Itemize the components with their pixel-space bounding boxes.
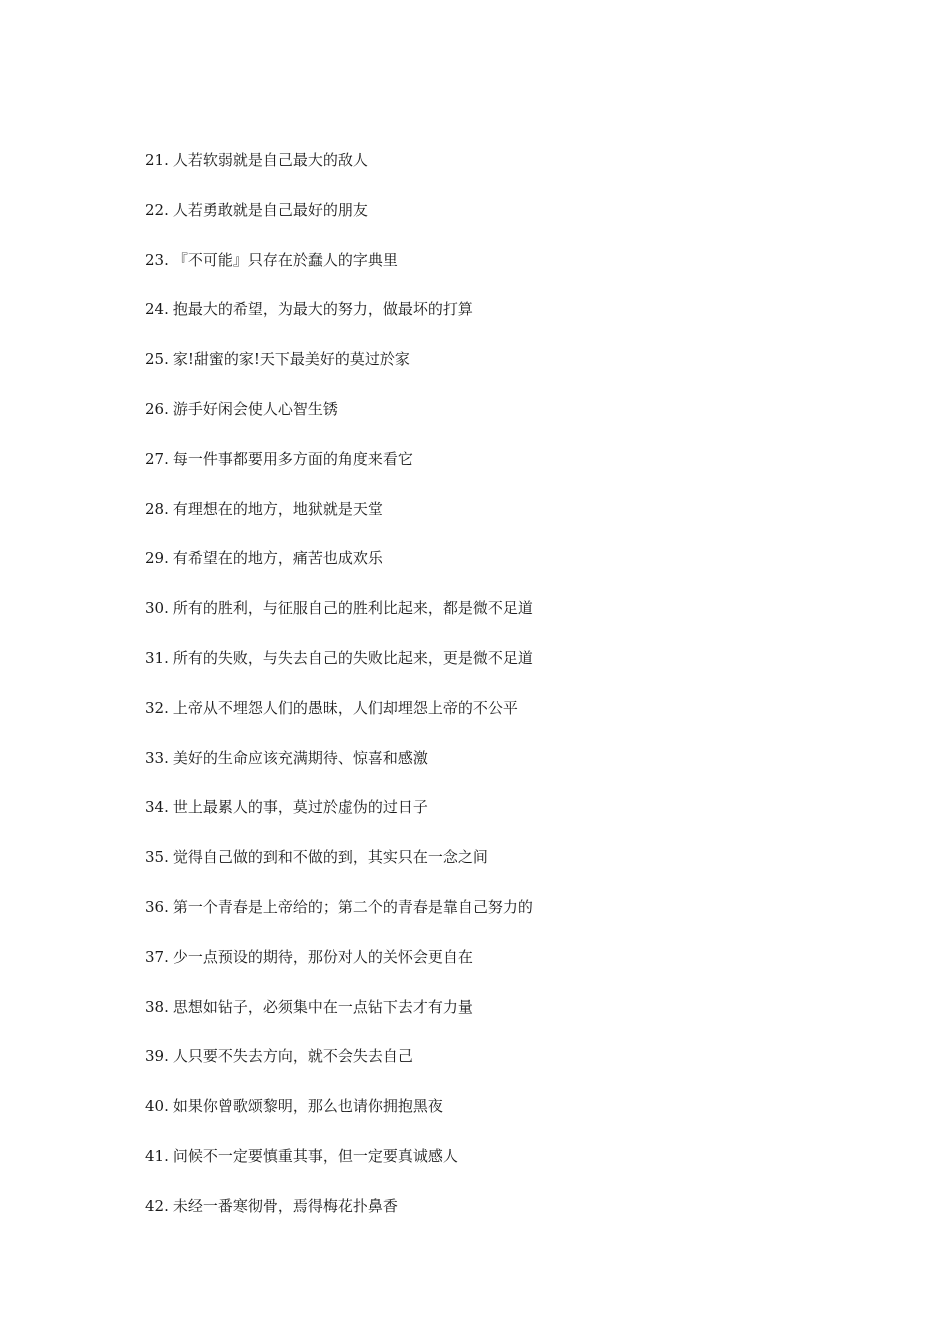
item-number: 27.: [145, 449, 169, 468]
item-text: 有理想在的地方，地狱就是天堂: [172, 499, 383, 518]
item-text: 『不可能』只存在於蠢人的字典里: [172, 250, 398, 269]
list-item: [145, 596, 845, 646]
item-number: 26.: [145, 399, 169, 418]
item-text: 人若勇敢就是自己最好的朋友: [172, 200, 368, 219]
item-text: 有希望在的地方，痛苦也成欢乐: [172, 549, 383, 568]
list-item: [145, 945, 845, 995]
item-number: 42.: [145, 1196, 169, 1215]
item-number: 35.: [145, 848, 169, 867]
item-number: 28.: [145, 499, 169, 518]
list-item: [145, 845, 845, 895]
list-item: [145, 248, 845, 298]
list-item: [145, 995, 845, 1045]
item-number: 37.: [145, 947, 169, 966]
list-item: [145, 497, 845, 547]
list-item: [145, 795, 845, 845]
list-item: [145, 148, 845, 198]
item-text: 上帝从不埋怨人们的愚昧，人们却埋怨上帝的不公平: [172, 698, 518, 717]
item-text: 思想如钻子，必须集中在一点钻下去才有力量: [172, 997, 473, 1016]
item-number: 23.: [145, 250, 169, 269]
item-number: 32.: [145, 698, 169, 717]
list-item: [145, 1044, 845, 1094]
item-number: 30.: [145, 599, 169, 618]
list-item: [145, 297, 845, 347]
list-item: [145, 546, 845, 596]
list-item: [145, 895, 845, 945]
item-text: 少一点预设的期待，那份对人的关怀会更自在: [172, 947, 473, 966]
item-text: 如果你曾歌颂黎明，那么也请你拥抱黑夜: [172, 1097, 443, 1116]
list-item: [145, 696, 845, 746]
item-text: 第一个青春是上帝给的；第二个的青春是靠自己努力的: [172, 897, 533, 916]
item-number: 34.: [145, 798, 169, 817]
list-item: [145, 1094, 845, 1144]
list-item: [145, 397, 845, 447]
item-text: 每一件事都要用多方面的角度来看它: [172, 449, 413, 468]
list-item: [145, 347, 845, 397]
item-text: 所有的胜利，与征服自己的胜利比起来，都是微不足道: [172, 599, 533, 618]
item-number: 33.: [145, 748, 169, 767]
item-number: 21.: [145, 151, 169, 169]
item-number: 38.: [145, 997, 169, 1016]
list-item: [145, 1194, 845, 1244]
item-number: 36.: [145, 897, 169, 916]
item-number: 25.: [145, 350, 169, 369]
list-item: [145, 447, 845, 497]
list-item: [145, 1144, 845, 1194]
item-number: 39.: [145, 1047, 169, 1066]
item-text: 未经一番寒彻骨，焉得梅花扑鼻香: [172, 1196, 398, 1215]
item-text: 家!甜蜜的家!天下最美好的莫过於家: [172, 350, 410, 369]
item-text: 人只要不失去方向，就不会失去自己: [172, 1047, 413, 1066]
item-text: 人若软弱就是自己最大的敌人: [172, 151, 368, 169]
item-number: 41.: [145, 1146, 169, 1165]
list-item: [145, 746, 845, 796]
item-text: 世上最累人的事，莫过於虚伪的过日子: [172, 798, 428, 817]
item-number: 22.: [145, 200, 169, 219]
quote-list: [145, 148, 845, 1244]
item-text: 游手好闲会使人心智生锈: [172, 399, 338, 418]
item-number: 24.: [145, 300, 169, 319]
item-number: 29.: [145, 549, 169, 568]
item-text: 美好的生命应该充满期待、惊喜和感激: [172, 748, 428, 767]
item-number: 31.: [145, 648, 169, 667]
item-number: 40.: [145, 1097, 169, 1116]
item-text: 所有的失败，与失去自己的失败比起来，更是微不足道: [172, 648, 533, 667]
item-text: 觉得自己做的到和不做的到，其实只在一念之间: [172, 848, 488, 867]
item-text: 抱最大的希望，为最大的努力，做最坏的打算: [172, 300, 473, 319]
list-item: [145, 646, 845, 696]
item-text: 问候不一定要慎重其事，但一定要真诚感人: [172, 1146, 458, 1165]
list-item: [145, 198, 845, 248]
